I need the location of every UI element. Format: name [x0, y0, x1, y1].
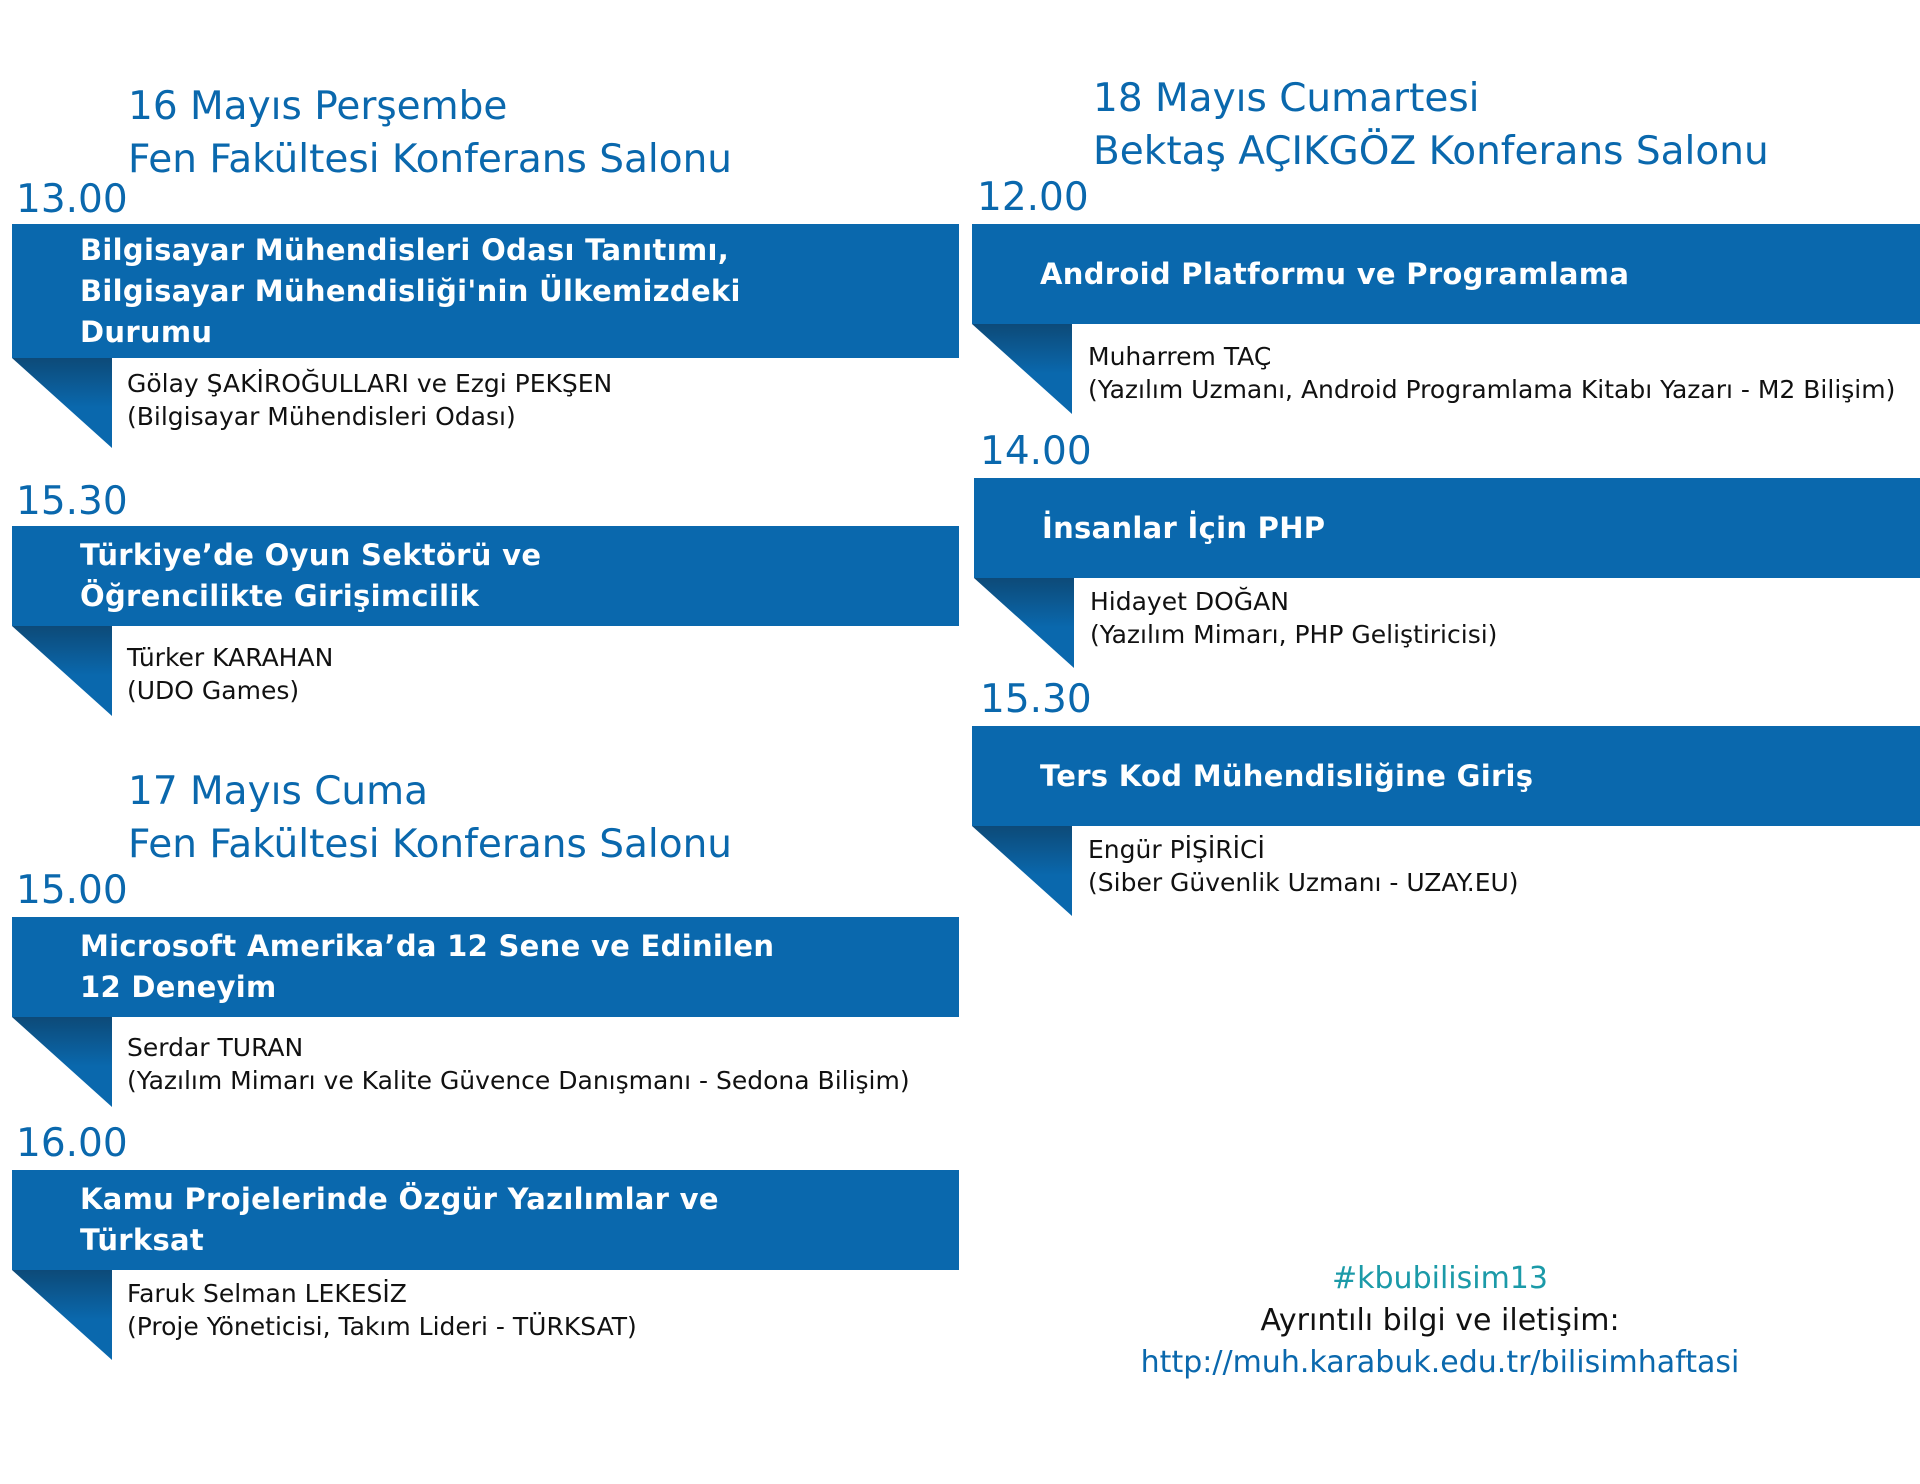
- ribbon-fold: [12, 1017, 112, 1107]
- session-speaker: [127, 367, 612, 433]
- info-url-link[interactable]: http://muh.karabuk.edu.tr/bilisimhaftasi: [1140, 1345, 1740, 1380]
- day-1-venue: Fen Fakültesi Konferans Salonu: [128, 137, 733, 182]
- speaker-name: Serdar TURAN: [127, 1033, 304, 1062]
- session-title: Kamu Projelerinde Özgür Yazılımlar ve Türksat: [80, 1182, 719, 1257]
- session-title-bar: [12, 917, 959, 1017]
- session-title-bar: [12, 224, 959, 358]
- day-1-heading: [128, 80, 732, 186]
- session-title: Bilgisayar Mühendisleri Odası Tanıtımı, Bilgisayar Mühendisliği'nin Ülkemizdeki Durumu: [80, 232, 741, 349]
- speaker-affiliation: (Yazılım Mimarı ve Kalite Güvence Danışmanı - Sedona Bilişim): [127, 1066, 910, 1095]
- session-speaker: [127, 641, 333, 707]
- day-2-venue: Fen Fakültesi Konferans Salonu: [128, 822, 733, 867]
- session-title-bar: [972, 726, 1920, 826]
- session-title-bar: [972, 224, 1920, 324]
- speaker-affiliation: (Bilgisayar Mühendisleri Odası): [127, 402, 516, 431]
- session-speaker: [1088, 833, 1519, 899]
- day-1-date: 16 Mayıs Perşembe: [128, 84, 508, 129]
- speaker-affiliation: (Siber Güvenlik Uzmanı - UZAY.EU): [1088, 868, 1519, 897]
- contact-info-label: Ayrıntılı bilgi ve iletişim:: [1260, 1303, 1620, 1338]
- session-speaker: [127, 1031, 910, 1097]
- session-title: Android Platformu ve Programlama: [1040, 256, 1630, 291]
- speaker-affiliation: (Yazılım Uzmanı, Android Programlama Kitabı Yazarı - M2 Bilişim): [1088, 375, 1896, 404]
- contact-footer: [1060, 1258, 1820, 1384]
- session-time: 14.00: [980, 429, 1092, 474]
- day-3-venue: Bektaş AÇIKGÖZ Konferans Salonu: [1093, 129, 1769, 174]
- ribbon-fold: [12, 1270, 112, 1360]
- speaker-affiliation: (Proje Yöneticisi, Takım Lideri - TÜRKSAT): [127, 1312, 637, 1341]
- session-title-bar: [12, 1170, 959, 1270]
- session-time: 15.30: [16, 479, 128, 524]
- session-title: Ters Kod Mühendisliğine Giriş: [1040, 758, 1534, 793]
- day-2-heading: [128, 765, 732, 871]
- ribbon-fold: [12, 626, 112, 716]
- day-3-date: 18 Mayıs Cumartesi: [1093, 76, 1480, 121]
- speaker-name: Faruk Selman LEKESİZ: [127, 1279, 407, 1308]
- ribbon-fold: [12, 358, 112, 448]
- speaker-affiliation: (UDO Games): [127, 676, 300, 705]
- session-speaker: [1090, 585, 1497, 651]
- session-title: Türkiye’de Oyun Sektörü ve Öğrencilikte Girişimcilik: [80, 538, 542, 613]
- session-time: 12.00: [977, 175, 1089, 220]
- speaker-name: Türker KARAHAN: [127, 643, 334, 672]
- session-time: 13.00: [16, 177, 128, 222]
- speaker-name: Engür PİŞİRİCİ: [1088, 835, 1265, 864]
- speaker-affiliation: (Yazılım Mimarı, PHP Geliştiricisi): [1090, 620, 1498, 649]
- ribbon-fold: [972, 826, 1072, 916]
- hashtag: #kbubilisim13: [1332, 1261, 1548, 1296]
- session-title: Microsoft Amerika’da 12 Sene ve Edinilen 12 Deneyim: [80, 929, 775, 1004]
- ribbon-fold: [974, 578, 1074, 668]
- speaker-name: Gölay ŞAKİROĞULLARI ve Ezgi PEKŞEN: [127, 369, 613, 398]
- session-title-bar: [12, 526, 959, 626]
- ribbon-fold: [972, 324, 1072, 414]
- session-time: 15.00: [16, 868, 128, 913]
- session-speaker: [1088, 340, 1895, 406]
- session-time: 16.00: [16, 1121, 128, 1166]
- session-speaker: [127, 1277, 637, 1343]
- speaker-name: Hidayet DOĞAN: [1090, 587, 1289, 616]
- session-time: 15.30: [980, 677, 1092, 722]
- day-3-heading: [1093, 72, 1769, 178]
- session-title-bar: [974, 478, 1920, 578]
- day-2-date: 17 Mayıs Cuma: [128, 769, 429, 814]
- session-title: İnsanlar İçin PHP: [1042, 510, 1326, 545]
- speaker-name: Muharrem TAÇ: [1088, 342, 1272, 371]
